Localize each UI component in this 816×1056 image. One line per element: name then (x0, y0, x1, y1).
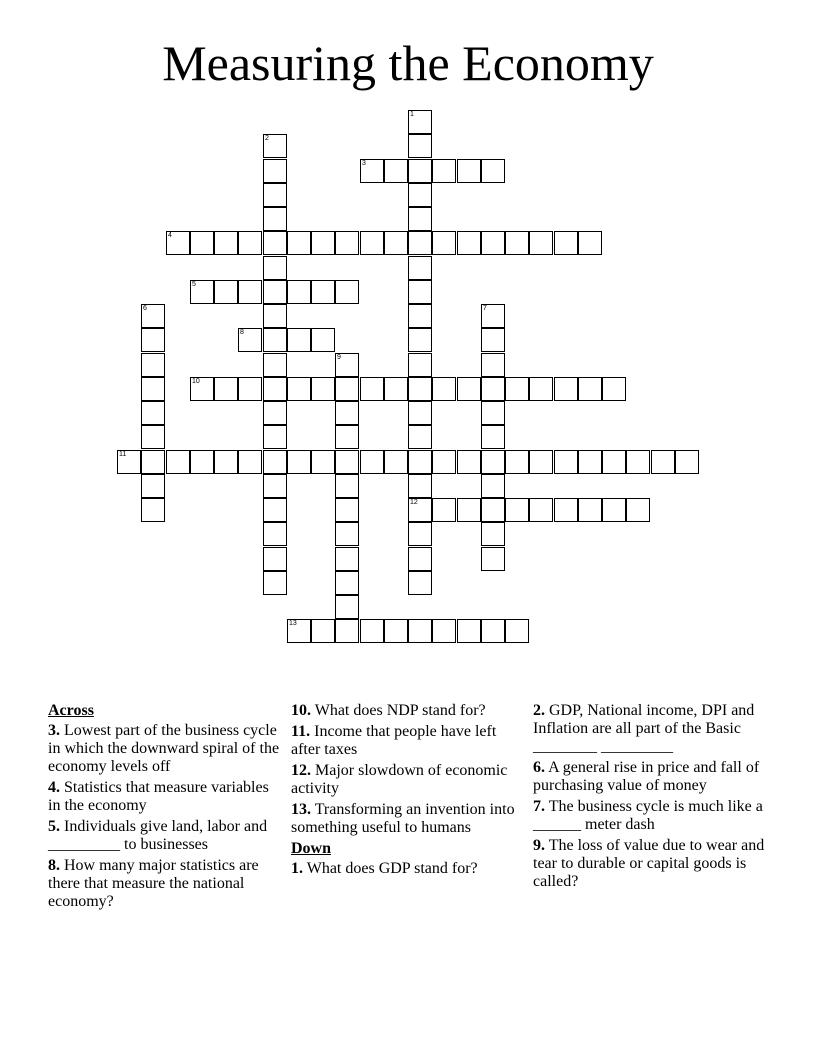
grid-cell[interactable] (335, 231, 359, 255)
grid-cell[interactable] (408, 280, 432, 304)
clue-number: 3 (362, 160, 366, 167)
grid-cell[interactable] (238, 377, 262, 401)
grid-cell[interactable] (263, 231, 287, 255)
clue-number: 7 (483, 305, 487, 312)
clue-down-6: 6. A general rise in price and fall of purchasing value of money (533, 759, 760, 794)
grid-cell[interactable] (311, 328, 335, 352)
grid-cell[interactable] (238, 231, 262, 255)
grid-cell[interactable] (311, 231, 335, 255)
grid-cell[interactable] (263, 401, 287, 425)
grid-cell[interactable] (481, 474, 505, 498)
grid-cell[interactable] (602, 450, 626, 474)
grid-cell-11[interactable] (117, 450, 141, 474)
grid-cell[interactable] (141, 450, 165, 474)
grid-cell[interactable] (408, 474, 432, 498)
grid-cell[interactable] (384, 377, 408, 401)
grid-cell-6[interactable] (141, 304, 165, 328)
grid-cell[interactable] (408, 547, 432, 571)
clue-column-3 (533, 702, 769, 894)
grid-cell[interactable] (408, 353, 432, 377)
grid-cell[interactable] (263, 450, 287, 474)
grid-cell[interactable] (141, 377, 165, 401)
clue-across-8: 8. How many major statistics are there that measure the national economy? (48, 857, 259, 910)
grid-cell[interactable] (335, 571, 359, 595)
grid-cell[interactable] (263, 522, 287, 546)
grid-cell[interactable] (457, 231, 481, 255)
grid-cell[interactable] (263, 159, 287, 183)
grid-cell[interactable] (335, 377, 359, 401)
grid-cell-10[interactable] (190, 377, 214, 401)
grid-cell[interactable] (481, 425, 505, 449)
clue-number: 13 (289, 620, 297, 627)
grid-cell[interactable] (238, 450, 262, 474)
grid-cell[interactable] (505, 377, 529, 401)
grid-cell[interactable] (214, 450, 238, 474)
puzzle-title: Measuring the Economy (162, 35, 654, 91)
clue-across-3: 3. Lowest part of the business cycle in which the downward spiral of the economy levels off (48, 722, 280, 775)
grid-cell[interactable] (408, 425, 432, 449)
grid-cell[interactable] (141, 498, 165, 522)
grid-cell[interactable] (481, 450, 505, 474)
grid-cell[interactable] (360, 377, 384, 401)
grid-cell[interactable] (263, 547, 287, 571)
grid-cell[interactable] (626, 450, 650, 474)
grid-cell[interactable] (457, 450, 481, 474)
grid-cell[interactable] (529, 498, 553, 522)
across-heading: Across (48, 702, 94, 719)
clue-number: 4 (168, 232, 172, 239)
grid-cell[interactable] (287, 231, 311, 255)
grid-cell[interactable] (408, 231, 432, 255)
grid-cell[interactable] (408, 619, 432, 643)
grid-cell[interactable] (481, 619, 505, 643)
grid-cell-7[interactable] (481, 304, 505, 328)
grid-cell[interactable] (432, 377, 456, 401)
grid-cell[interactable] (432, 619, 456, 643)
grid-cell[interactable] (408, 377, 432, 401)
grid-cell[interactable] (651, 450, 675, 474)
grid-cell[interactable] (408, 256, 432, 280)
grid-cell[interactable] (190, 450, 214, 474)
grid-cell[interactable] (335, 474, 359, 498)
clue-number: 12 (410, 499, 418, 506)
grid-cell[interactable] (505, 619, 529, 643)
grid-cell[interactable] (287, 377, 311, 401)
grid-cell[interactable] (481, 377, 505, 401)
grid-cell[interactable] (481, 159, 505, 183)
grid-cell[interactable] (675, 450, 699, 474)
grid-cell[interactable] (263, 498, 287, 522)
grid-cell[interactable] (384, 450, 408, 474)
grid-cell[interactable] (141, 353, 165, 377)
grid-cell[interactable] (141, 425, 165, 449)
grid-cell[interactable] (408, 134, 432, 158)
grid-cell[interactable] (263, 280, 287, 304)
grid-cell[interactable] (214, 377, 238, 401)
grid-cell-2[interactable] (263, 134, 287, 158)
grid-cell[interactable] (529, 450, 553, 474)
clue-across-5: 5. Individuals give land, labor and _________ to businesses (48, 818, 268, 853)
grid-cell[interactable] (141, 401, 165, 425)
grid-cell[interactable] (432, 450, 456, 474)
grid-cell[interactable] (481, 353, 505, 377)
grid-cell[interactable] (481, 231, 505, 255)
grid-cell-4[interactable] (166, 231, 190, 255)
grid-cell-1[interactable] (408, 110, 432, 134)
grid-cell[interactable] (263, 474, 287, 498)
clue-number: 10 (192, 378, 200, 385)
clue-across-10: 10. What does NDP stand for? (291, 702, 486, 719)
grid-cell[interactable] (457, 498, 481, 522)
clue-number: 9 (337, 354, 341, 361)
grid-cell[interactable] (602, 498, 626, 522)
clue-across-12: 12. Major slowdown of economic activity (291, 762, 508, 797)
grid-cell[interactable] (408, 571, 432, 595)
clue-across-13: 13. Transforming an invention into something useful to humans (291, 801, 515, 836)
grid-cell[interactable] (408, 401, 432, 425)
grid-cell[interactable] (578, 231, 602, 255)
grid-cell[interactable] (263, 183, 287, 207)
grid-cell[interactable] (578, 498, 602, 522)
clue-column-2 (291, 702, 527, 881)
clue-number: 11 (119, 451, 127, 458)
grid-cell[interactable] (263, 328, 287, 352)
grid-cell[interactable] (432, 231, 456, 255)
clue-number: 8 (240, 329, 244, 336)
grid-cell[interactable] (141, 328, 165, 352)
grid-cell[interactable] (578, 450, 602, 474)
grid-cell[interactable] (408, 207, 432, 231)
grid-cell[interactable] (384, 159, 408, 183)
grid-cell[interactable] (360, 450, 384, 474)
grid-cell-5[interactable] (190, 280, 214, 304)
grid-cell[interactable] (554, 498, 578, 522)
grid-cell[interactable] (481, 547, 505, 571)
grid-cell[interactable] (626, 498, 650, 522)
grid-cell-8[interactable] (238, 328, 262, 352)
clue-column-1 (48, 702, 280, 914)
grid-cell[interactable] (578, 377, 602, 401)
grid-cell[interactable] (263, 571, 287, 595)
grid-cell[interactable] (432, 159, 456, 183)
grid-cell[interactable] (602, 377, 626, 401)
down-heading: Down (291, 840, 332, 857)
grid-cell[interactable] (408, 304, 432, 328)
grid-cell-13[interactable] (287, 619, 311, 643)
grid-cell[interactable] (384, 619, 408, 643)
grid-cell[interactable] (335, 450, 359, 474)
grid-cell[interactable] (190, 231, 214, 255)
grid-cell[interactable] (529, 377, 553, 401)
grid-cell[interactable] (311, 450, 335, 474)
grid-cell[interactable] (505, 450, 529, 474)
grid-cell[interactable] (141, 474, 165, 498)
clue-across-11: 11. Income that people have left after taxes (291, 723, 497, 758)
grid-cell[interactable] (505, 498, 529, 522)
grid-cell[interactable] (554, 231, 578, 255)
grid-cell[interactable] (408, 328, 432, 352)
grid-cell[interactable] (360, 619, 384, 643)
grid-cell-3[interactable] (360, 159, 384, 183)
grid-cell[interactable] (335, 401, 359, 425)
grid-cell[interactable] (311, 619, 335, 643)
grid-cell[interactable] (432, 498, 456, 522)
grid-cell[interactable] (263, 304, 287, 328)
grid-cell[interactable] (335, 547, 359, 571)
grid-cell[interactable] (335, 498, 359, 522)
grid-cell[interactable] (384, 231, 408, 255)
grid-cell[interactable] (263, 425, 287, 449)
grid-cell[interactable] (238, 280, 262, 304)
grid-cell[interactable] (554, 450, 578, 474)
grid-cell[interactable] (457, 377, 481, 401)
grid-cell[interactable] (263, 207, 287, 231)
grid-cell-12[interactable] (408, 498, 432, 522)
grid-cell[interactable] (481, 498, 505, 522)
clue-across-4: 4. Statistics that measure variables in the economy (48, 779, 269, 814)
grid-cell[interactable] (408, 450, 432, 474)
grid-cell[interactable] (408, 522, 432, 546)
grid-cell[interactable] (263, 377, 287, 401)
clue-number: 5 (192, 281, 196, 288)
grid-cell[interactable] (335, 425, 359, 449)
grid-cell[interactable] (529, 231, 553, 255)
clue-down-9: 9. The loss of value due to wear and tear to durable or capital goods is called? (533, 837, 765, 890)
grid-cell[interactable] (287, 450, 311, 474)
grid-cell[interactable] (335, 522, 359, 546)
clue-down-1: 1. What does GDP stand for? (291, 860, 478, 877)
grid-cell[interactable] (287, 280, 311, 304)
clue-number: 2 (265, 135, 269, 142)
grid-cell-9[interactable] (335, 353, 359, 377)
grid-cell[interactable] (335, 595, 359, 619)
grid-cell[interactable] (311, 280, 335, 304)
grid-cell[interactable] (554, 377, 578, 401)
clue-down-7: 7. The business cycle is much like a ______ meter dash (533, 798, 763, 833)
grid-cell[interactable] (335, 619, 359, 643)
grid-cell[interactable] (408, 183, 432, 207)
grid-cell[interactable] (481, 401, 505, 425)
grid-cell[interactable] (166, 450, 190, 474)
grid-cell[interactable] (481, 328, 505, 352)
grid-cell[interactable] (311, 377, 335, 401)
grid-cell[interactable] (335, 280, 359, 304)
grid-cell[interactable] (481, 522, 505, 546)
grid-cell[interactable] (457, 619, 481, 643)
clue-number: 6 (143, 305, 147, 312)
grid-cell[interactable] (214, 280, 238, 304)
grid-cell[interactable] (457, 159, 481, 183)
clue-number: 1 (410, 111, 414, 118)
clue-down-2: 2. GDP, National income, DPI and Inflation are all part of the Basic ________ _________ (533, 702, 755, 755)
grid-cell[interactable] (408, 159, 432, 183)
grid-cell[interactable] (505, 231, 529, 255)
grid-cell[interactable] (263, 353, 287, 377)
grid-cell[interactable] (287, 328, 311, 352)
grid-cell[interactable] (214, 231, 238, 255)
grid-cell[interactable] (360, 231, 384, 255)
grid-cell[interactable] (263, 256, 287, 280)
